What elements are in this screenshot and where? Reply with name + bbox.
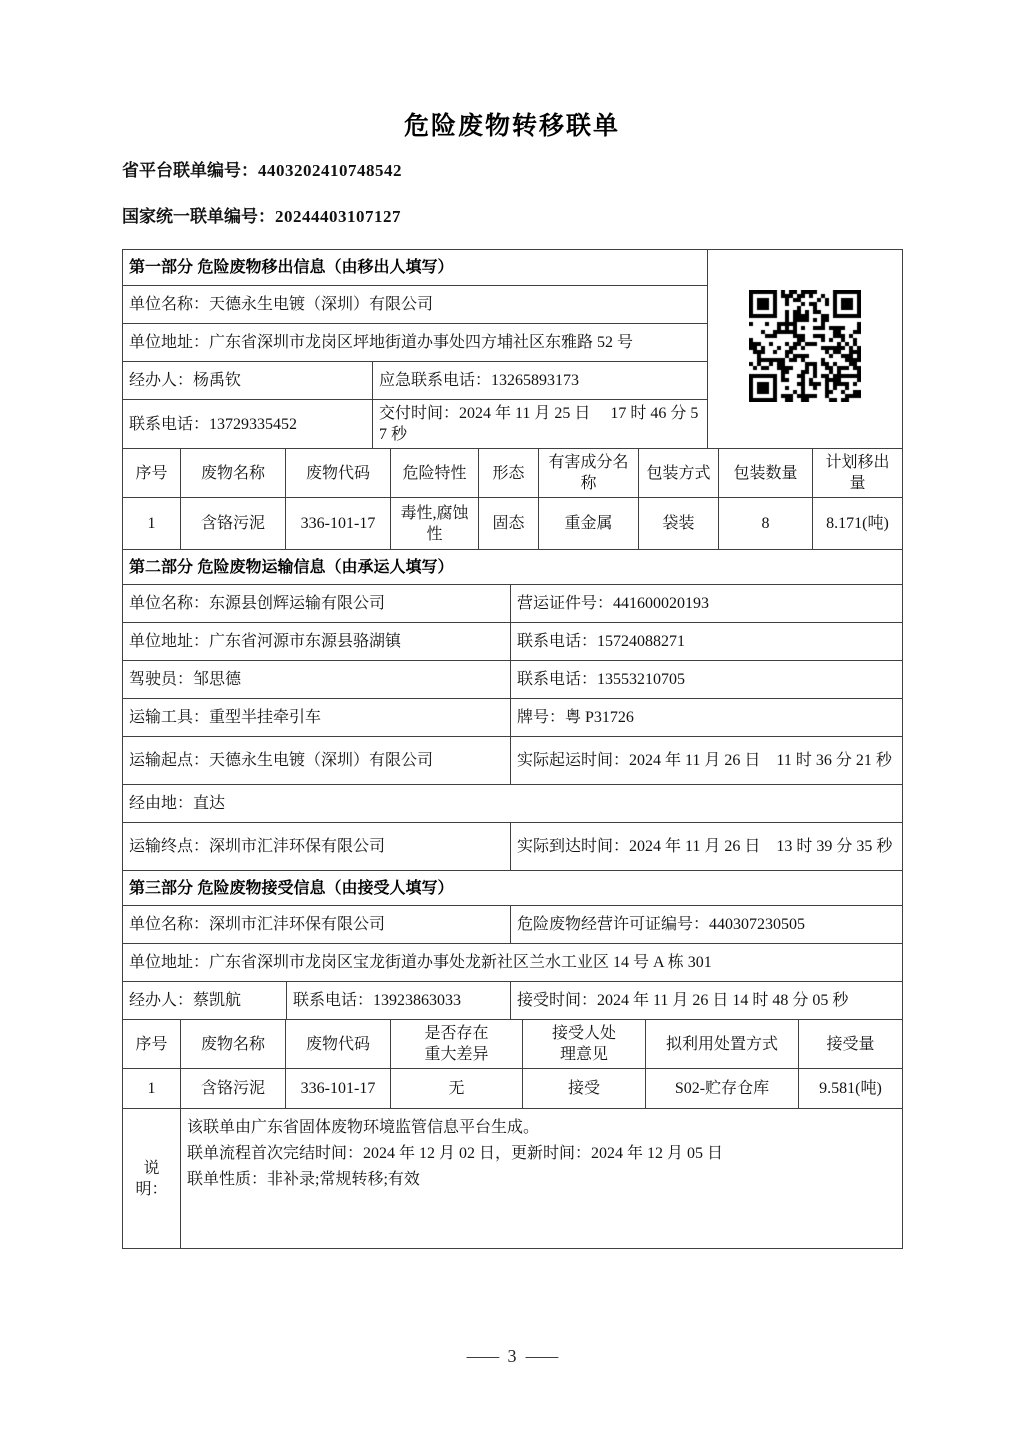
waste-planned-qty: 8.171(吨): [813, 498, 903, 550]
s1-agent-cell: [123, 362, 373, 400]
receipt-header-opinion: 接受人处理意见: [523, 1020, 646, 1069]
s2-unit-address-cell: [123, 623, 511, 661]
transfer-form: [122, 249, 902, 1249]
waste-table: [122, 448, 903, 550]
s1-unit-address-label: 单位地址：: [129, 334, 210, 351]
s3-permit-value: 440307230505: [709, 916, 806, 933]
s2-via-value: 直达: [193, 795, 226, 812]
receipt-opinion: 接受: [523, 1069, 646, 1109]
receipt-header-seq: 序号: [123, 1020, 181, 1069]
section1-table: [122, 249, 903, 449]
s1-contact-phone-label: 联系电话：: [129, 415, 210, 433]
waste-form: 固态: [479, 498, 539, 550]
section1-title: 第一部分 危险废物移出信息（由移出人填写）: [123, 250, 708, 286]
s1-unit-name-value: 天德永生电镀（深圳）有限公司: [209, 296, 434, 313]
province-ticket-number-value: 4403202410748542: [258, 161, 402, 180]
s1-delivery-time-value: 2024 年 11 月 25 日 17 时 46 分 57 秒: [379, 405, 699, 443]
s2-via-label: 经由地：: [129, 795, 194, 812]
s2-depart-time-value: 2024 年 11 月 26 日 11 时 36 分 21 秒: [629, 752, 892, 769]
s3-agent-value: 蔡凯航: [193, 992, 242, 1009]
note-line-3: 联单性质：非补录;常规转移;有效: [187, 1171, 420, 1188]
s2-unit-address-value: 广东省河源市东源县骆湖镇: [209, 633, 402, 650]
waste-header-name: 废物名称: [181, 449, 286, 498]
s2-origin-cell: [123, 737, 511, 785]
s3-agent-label: 经办人：: [129, 992, 194, 1009]
s3-unit-name-value: 深圳市汇沣环保有限公司: [209, 916, 386, 933]
waste-table-row: [123, 498, 903, 550]
s2-via-cell: [123, 785, 903, 823]
section2-title: 第二部分 危险废物运输信息（由承运人填写）: [123, 550, 903, 585]
s3-phone-value: 13923863033: [373, 992, 462, 1009]
s2-license-label: 营运证件号：: [517, 595, 614, 612]
s2-phone1-cell: [511, 623, 903, 661]
receipt-seq: 1: [123, 1069, 181, 1109]
waste-header-package: 包装方式: [639, 449, 719, 498]
s2-depart-time-label: 实际起运时间：: [517, 752, 630, 769]
waste-name: 含铬污泥: [181, 498, 286, 550]
page-number: 3: [507, 1346, 517, 1366]
note-line-2: 联单流程首次完结时间：2024 年 12 月 02 日，更新时间：2024 年 12 月 05 日: [187, 1145, 724, 1162]
s2-driver-value: 邹思德: [193, 671, 242, 688]
waste-code: 336-101-17: [286, 498, 391, 550]
section2-table: [122, 549, 903, 871]
s1-emergency-phone-cell: [373, 362, 708, 400]
receipt-table-row: [123, 1069, 903, 1109]
s2-arrive-time-label: 实际到达时间：: [517, 838, 630, 855]
s1-delivery-time-cell: [373, 400, 708, 449]
receipt-disposal: S02-贮存仓库: [646, 1069, 799, 1109]
s2-destination-label: 运输终点：: [129, 838, 210, 855]
s2-phone2-cell: [511, 661, 903, 699]
receipt-name: 含铬污泥: [181, 1069, 286, 1109]
receipt-discrepancy: 无: [391, 1069, 523, 1109]
s2-driver-label: 驾驶员：: [129, 671, 194, 688]
s1-delivery-time-label: 交付时间：: [379, 405, 460, 422]
receipt-header-disposal: 拟利用处置方式: [646, 1020, 799, 1069]
national-ticket-number-value: 20244403107127: [275, 207, 401, 226]
s3-phone-cell: [287, 982, 511, 1020]
document-title: 危险废物转移联单: [403, 112, 620, 140]
waste-package: 袋装: [639, 498, 719, 550]
waste-header-code: 废物代码: [286, 449, 391, 498]
province-ticket-number-label: 省平台联单编号：: [122, 161, 258, 180]
s3-receive-time-label: 接受时间：: [517, 992, 598, 1009]
s2-destination-cell: [123, 823, 511, 871]
waste-header-hazard: 危险特性: [391, 449, 479, 498]
s2-phone1-value: 15724088271: [597, 633, 686, 650]
section3-title: 第三部分 危险废物接受信息（由接受人填写）: [123, 871, 903, 906]
s2-plate-cell: [511, 699, 903, 737]
note-line-1: 该联单由广东省固体废物环境监管信息平台生成。: [187, 1119, 540, 1136]
s2-arrive-time-value: 2024 年 11 月 26 日 13 时 39 分 35 秒: [629, 838, 893, 855]
s2-license-value: 441600020193: [613, 595, 710, 612]
s1-unit-name-cell: [123, 286, 708, 324]
s2-plate-value: 粤 P31726: [565, 709, 634, 726]
s2-vehicle-cell: [123, 699, 511, 737]
waste-header-planned-qty: 计划移出量: [813, 449, 903, 498]
qr-cell: [708, 250, 903, 449]
s2-unit-name-value: 东源县创辉运输有限公司: [209, 595, 386, 612]
s3-unit-address-label: 单位地址：: [129, 954, 210, 971]
note-content: [181, 1109, 903, 1249]
s2-license-cell: [511, 585, 903, 623]
receipt-header-code: 废物代码: [286, 1020, 391, 1069]
s1-unit-name-label: 单位名称：: [129, 296, 210, 313]
receipt-header-received-qty: 接受量: [799, 1020, 903, 1069]
s2-origin-value: 天德永生电镀（深圳）有限公司: [209, 752, 434, 769]
s2-phone2-value: 13553210705: [597, 671, 686, 688]
waste-component: 重金属: [539, 498, 639, 550]
s3-receive-time-cell: [511, 982, 903, 1020]
waste-header-component: 有害成分名称: [539, 449, 639, 498]
s1-emergency-phone-value: 13265893173: [491, 372, 580, 389]
footer-right-dash: —: [525, 1346, 558, 1366]
s2-phone2-label: 联系电话：: [517, 671, 598, 688]
s1-emergency-phone-label: 应急联系电话：: [379, 372, 492, 389]
document-content: [122, 106, 902, 1249]
s2-vehicle-label: 运输工具：: [129, 709, 210, 726]
s1-unit-address-value: 广东省深圳市龙岗区坪地街道办事处四方埔社区东雅路 52 号: [209, 334, 634, 351]
s2-unit-address-label: 单位地址：: [129, 633, 210, 650]
s1-contact-phone-cell: [123, 400, 373, 449]
s2-depart-time-cell: [511, 737, 903, 785]
note-label: 说明：: [123, 1109, 181, 1249]
page-footer: [0, 1346, 1024, 1367]
s3-unit-name-cell: [123, 906, 511, 944]
national-ticket-number-line: [122, 202, 902, 227]
waste-seq: 1: [123, 498, 181, 550]
s2-vehicle-value: 重型半挂牵引车: [209, 709, 322, 726]
s2-driver-cell: [123, 661, 511, 699]
receipt-code: 336-101-17: [286, 1069, 391, 1109]
s1-agent-label: 经办人：: [129, 372, 194, 389]
waste-header-form: 形态: [479, 449, 539, 498]
s3-permit-cell: [511, 906, 903, 944]
province-ticket-number-line: [122, 156, 902, 181]
s2-origin-label: 运输起点：: [129, 752, 210, 769]
s3-unit-address-value: 广东省深圳市龙岗区宝龙街道办事处龙新社区兰水工业区 14 号 A 栋 301: [209, 954, 712, 971]
s3-unit-address-cell: [123, 944, 903, 982]
s2-unit-name-label: 单位名称：: [129, 595, 210, 612]
waste-package-qty: 8: [719, 498, 813, 550]
receipt-received-qty: 9.581(吨): [799, 1069, 903, 1109]
waste-header-package-qty: 包装数量: [719, 449, 813, 498]
note-table: [122, 1108, 903, 1249]
s3-agent-cell: [123, 982, 287, 1020]
s2-unit-name-cell: [123, 585, 511, 623]
s3-phone-label: 联系电话：: [293, 992, 374, 1009]
footer-left-dash: —: [466, 1346, 499, 1366]
s2-destination-value: 深圳市汇沣环保有限公司: [209, 838, 386, 855]
waste-hazard: 毒性,腐蚀性: [391, 498, 479, 550]
national-ticket-number-label: 国家统一联单编号：: [122, 207, 275, 226]
qr-code: [749, 290, 861, 402]
s1-unit-address-cell: [123, 324, 708, 362]
s3-permit-label: 危险废物经营许可证编号：: [517, 916, 710, 933]
s2-phone1-label: 联系电话：: [517, 633, 598, 650]
s3-receive-time-value: 2024 年 11 月 26 日 14 时 48 分 05 秒: [597, 992, 849, 1009]
receipt-table: [122, 1019, 903, 1109]
s3-unit-name-label: 单位名称：: [129, 916, 210, 933]
s2-plate-label: 牌号：: [517, 709, 566, 726]
waste-header-seq: 序号: [123, 449, 181, 498]
s1-agent-value: 杨禹钦: [193, 372, 242, 389]
s2-arrive-time-cell: [511, 823, 903, 871]
receipt-header-discrepancy: 是否存在重大差异: [391, 1020, 523, 1069]
s1-contact-phone-value: 13729335452: [209, 415, 298, 433]
section3-table: [122, 870, 903, 1020]
receipt-header-name: 废物名称: [181, 1020, 286, 1069]
